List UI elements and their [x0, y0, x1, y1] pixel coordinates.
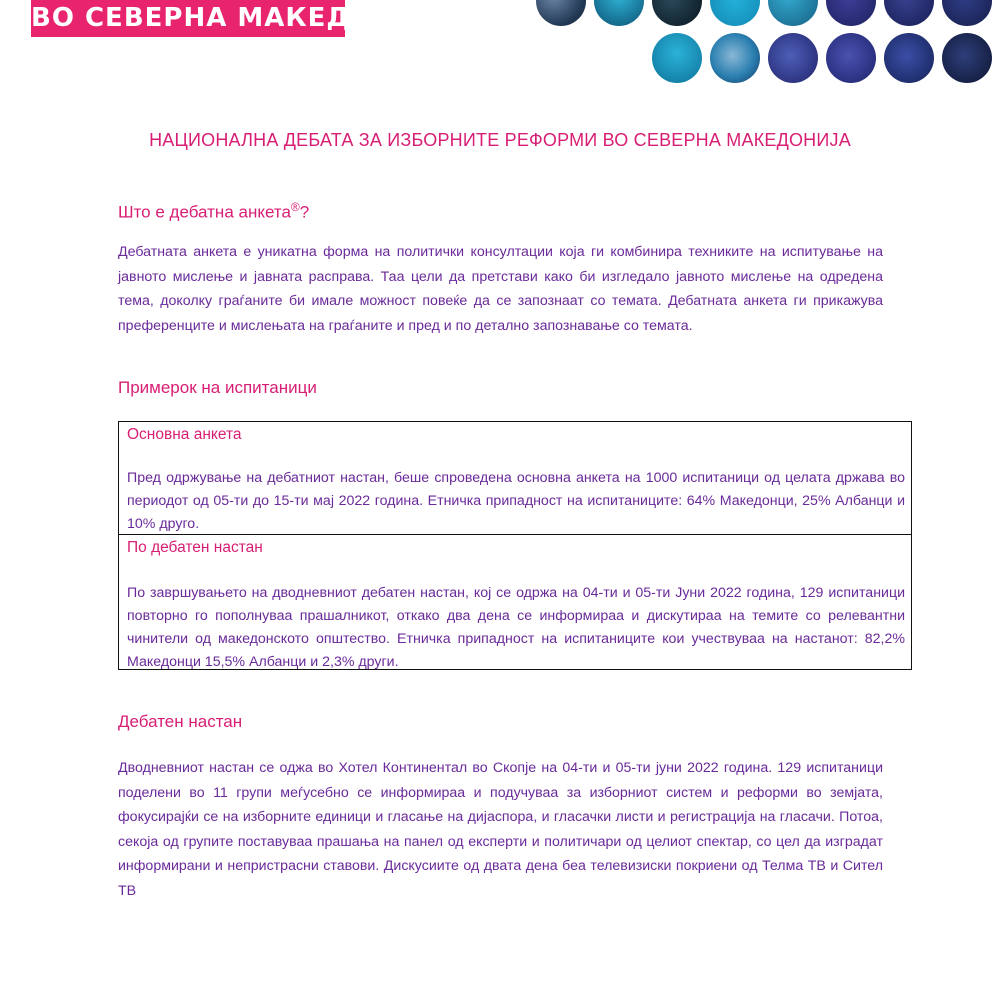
photo-circle: [594, 0, 644, 26]
section-heading-sample: Примерок на испитаници: [118, 378, 317, 397]
photo-circle: [768, 33, 818, 83]
photo-circle: [710, 0, 760, 26]
decorative-circle-grid: [0, 0, 1000, 90]
heading-question-mark: ?: [299, 202, 310, 222]
photo-circle: [942, 33, 992, 83]
section-heading-what-is: [118, 200, 309, 223]
baseline-survey-box: [118, 421, 912, 535]
photo-circle: [536, 0, 586, 26]
photo-circle: [884, 0, 934, 26]
section-heading-event: Дебатен настан: [118, 712, 243, 731]
photo-circle: [826, 0, 876, 26]
photo-circle: [710, 33, 760, 83]
heading-text: Што е дебатна анкета: [118, 202, 291, 222]
baseline-survey-title: Основна анкета: [127, 426, 242, 443]
post-event-title: По дебатен настан: [127, 539, 263, 556]
event-paragraph: Дводневниот настан се оджа во Хотел Континентал во Скопје на 04-ти и 05-ти јуни 2022 година. 129 испитаници поделени во 11 групи меѓусебно се информираа и подучуваа за изборниот систем и реформи во земјата, фокусирајќи се на изборните единици и гласање на дијаспора, и гласачки листи и регистрација на гласачи. Потоа, секоја од групите поставуваа прашања на панел од експерти и политичари од целиот спектар, со цел да изградат информирани и непристрасни ставови. Дискусиите од двата дена беа телевизиски покриени од Телма ТВ и Сител ТВ: [118, 760, 883, 899]
registered-mark: ®: [290, 200, 300, 214]
photo-circle: [942, 0, 992, 26]
post-event-text: По завршувањето на дводневниот дебатен настан, кој се одржа на 04-ти и 05-ти Јуни 2022 година, 129 испитаници повторно го пополнуваа прашалникот, откако два дена се информираа и дискутираа на темите со релевантни чинители од македонското општество. Етничка припадност на испитаниците кои учествуваа на настанот: 82,2% Македонци 15,5% Албанци и 2,3% други.: [127, 585, 905, 670]
what-is-paragraph: Дебатната анкета е уникатна форма на политички консултации која ги комбинира техниките на испитување на јавното мислење и јавната расправа. Таа цели да претстави како би изгледало јавното мислење на одредена тема, доколку граѓаните би имале можност повеќе да се запознаат со темата. Дебатната анкета ги прикажува преференците и мислењата на граѓаните и пред и по детално запознавање со темата.: [118, 244, 883, 334]
header-banner: ВО СЕВЕРНА МАКЕДОНИЈА: [31, 0, 345, 37]
photo-circle: [826, 33, 876, 83]
photo-circle: [884, 33, 934, 83]
page-title: НАЦИОНАЛНА ДЕБАТА ЗА ИЗБОРНИТЕ РЕФОРМИ ВО СЕВЕРНА МАКЕДОНИЈА: [149, 130, 851, 150]
post-event-box: [118, 534, 912, 670]
photo-circle: [768, 0, 818, 26]
photo-circle: [652, 0, 702, 26]
photo-circle: [652, 33, 702, 83]
baseline-survey-text: Пред одржување на дебатниот настан, беше спроведена основна анкета на 1000 испитаници од целата држава во периодот од 05-ти до 15-ти мај 2022 година. Етничка припадност на испитаниците: 64% Македонци, 25% Албанци и 10% друго.: [127, 470, 905, 532]
